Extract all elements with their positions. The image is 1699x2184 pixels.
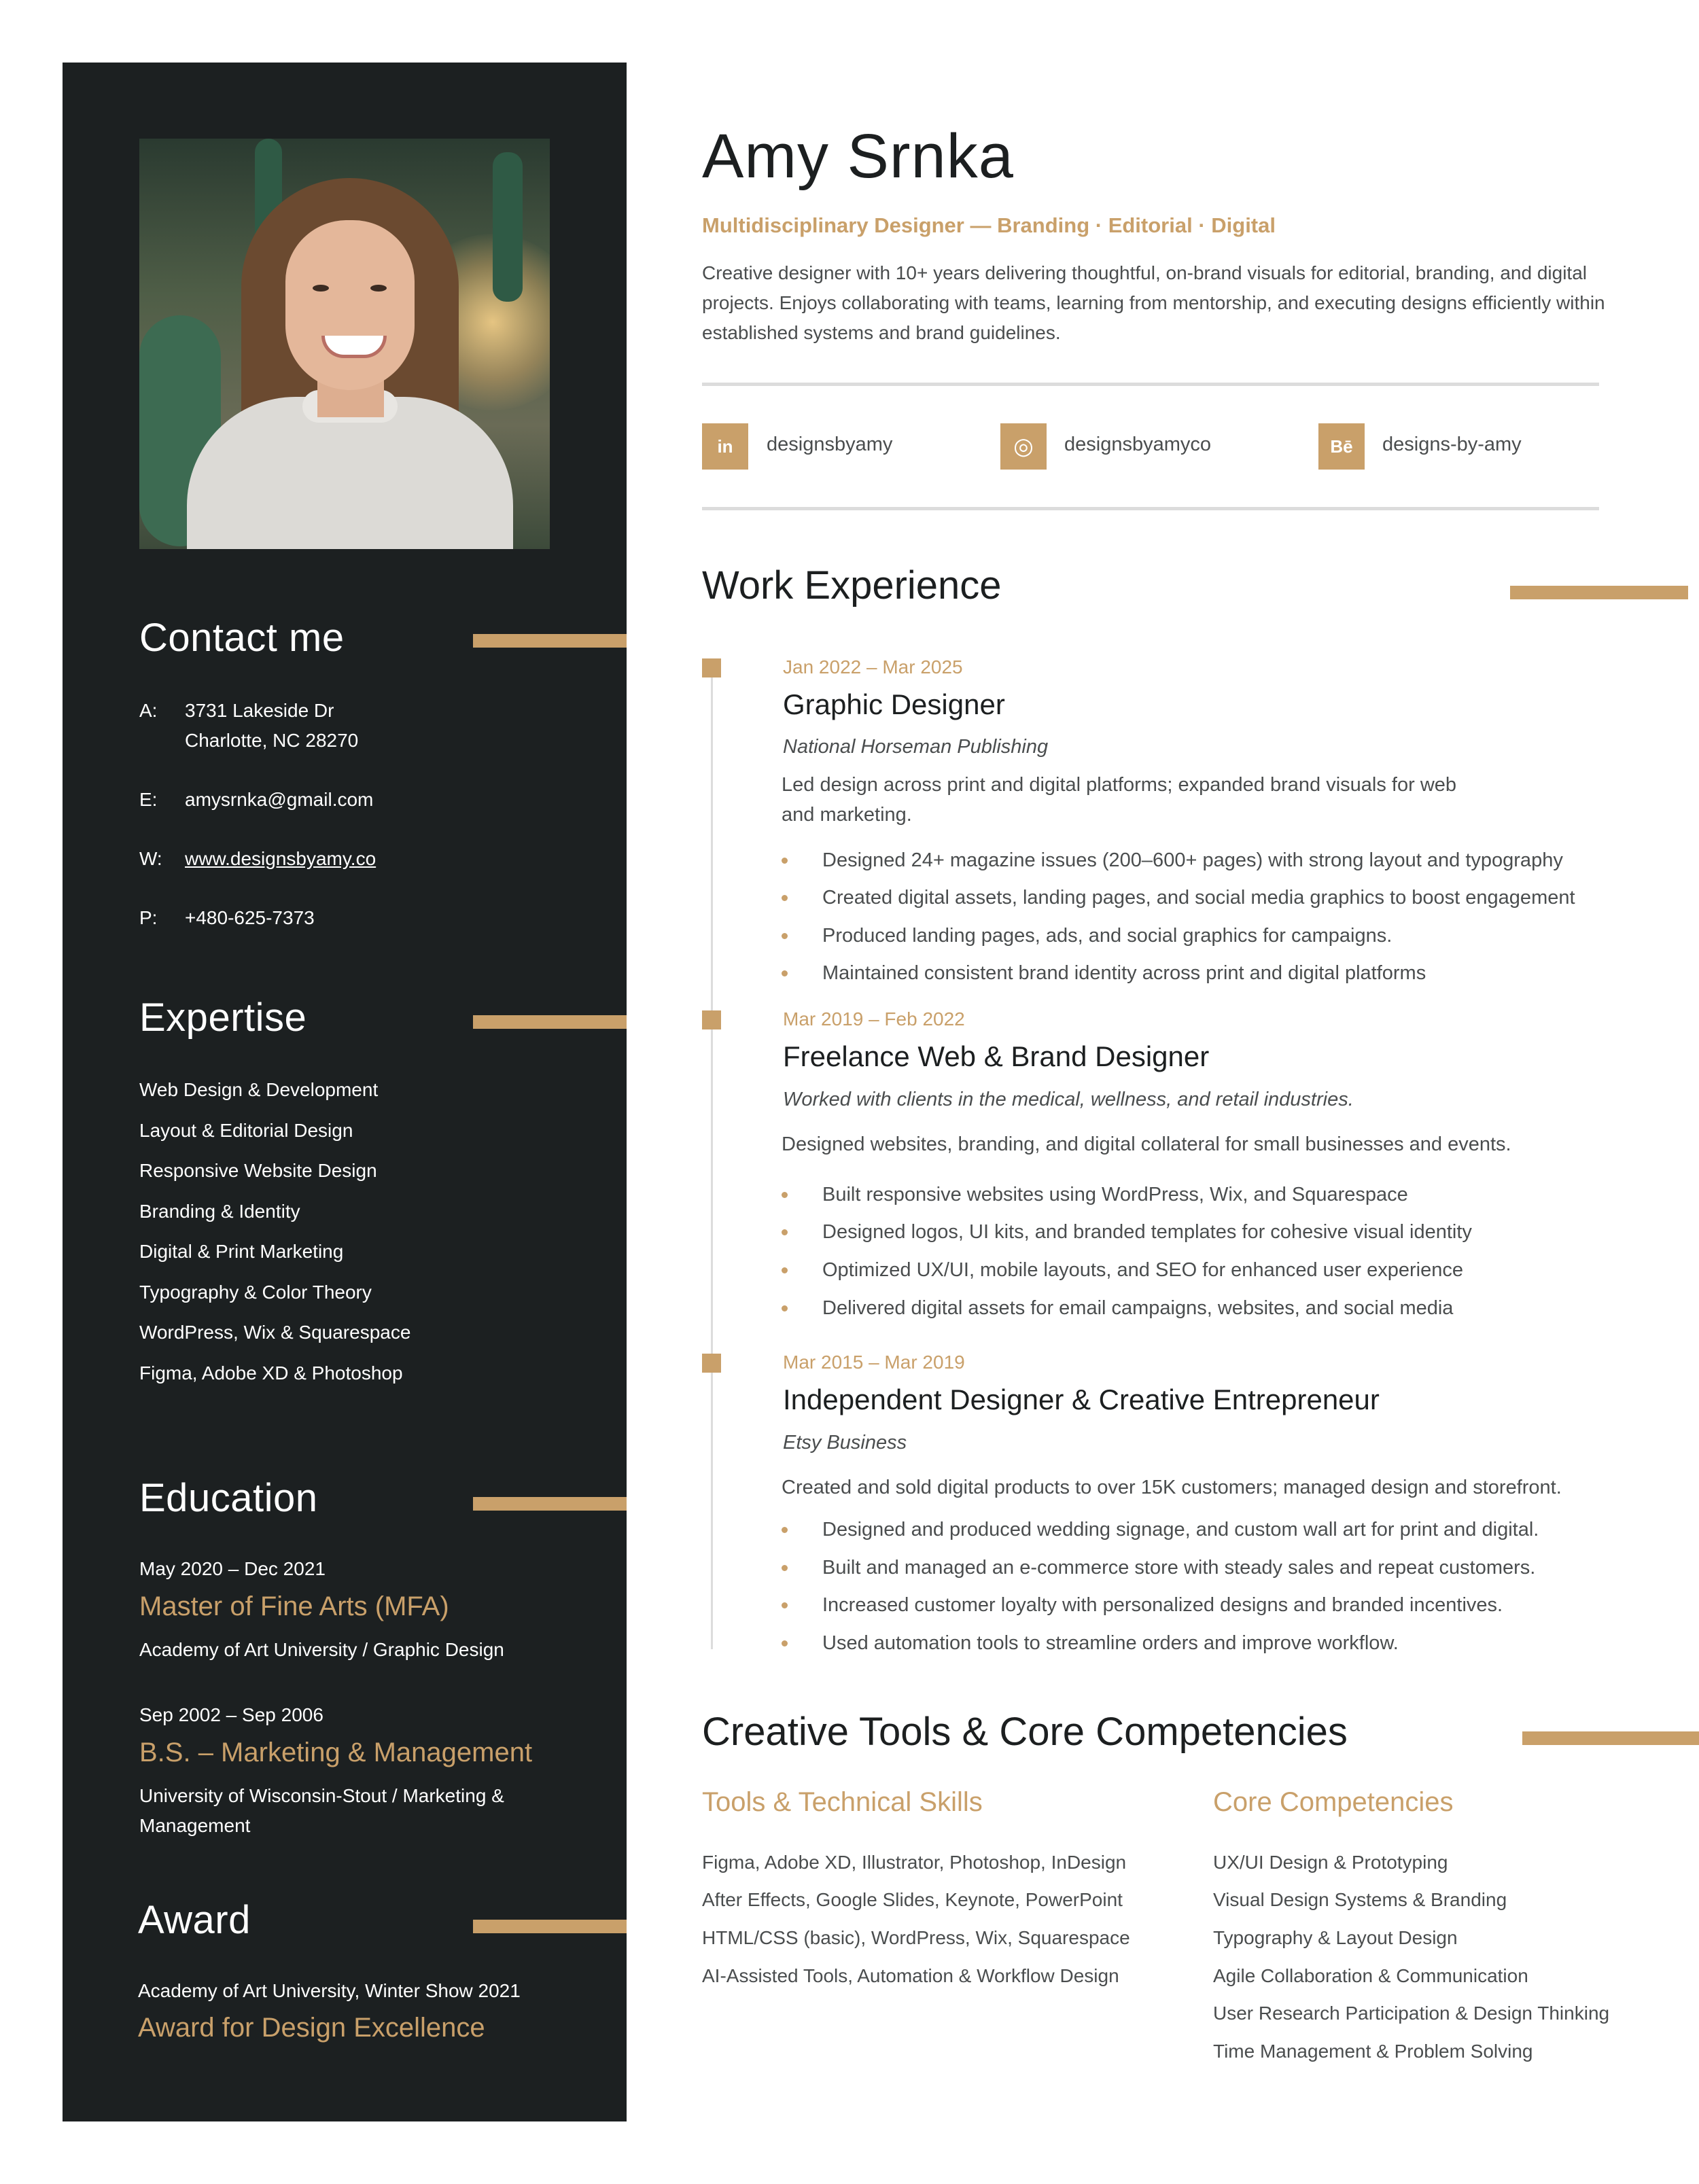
award-accent-bar — [473, 1920, 627, 1933]
expertise-item: Figma, Adobe XD & Photoshop — [139, 1362, 403, 1384]
technical-skill: HTML/CSS (basic), WordPress, Wix, Squarespace — [702, 1927, 1130, 1948]
education-school: Academy of Art University / Graphic Design — [139, 1639, 504, 1660]
address-key: A: — [139, 700, 158, 721]
job-company: Etsy Business — [783, 1432, 907, 1454]
education-school: University of Wisconsin-Stout / Marketing & Management — [139, 1785, 504, 1836]
contact-accent-bar — [473, 634, 627, 648]
education-accent-bar — [473, 1497, 627, 1511]
education-dates: May 2020 – Dec 2021 — [139, 1558, 326, 1579]
summary: Creative designer with 10+ years delivering thoughtful, on-brand visuals for editorial, branding, and digital projects. Enjoys collaborating with teams, learning from mentorship, and executing designs efficiently within established systems and brand guidelines. — [702, 262, 1605, 343]
instagram-handle[interactable]: designsbyamyco — [1064, 434, 1211, 455]
timeline-marker — [702, 1010, 721, 1029]
address-line1: 3731 Lakeside Dr — [185, 700, 334, 721]
expertise-heading: Expertise — [139, 996, 307, 1040]
award-title: Award for Design Excellence — [138, 2013, 485, 2043]
email-value: amysrnka@gmail.com — [185, 789, 374, 810]
job-description: Created and sold digital products to over 15K customers; managed design and storefront. — [782, 1477, 1562, 1498]
award-heading: Award — [138, 1898, 251, 1942]
job-title: Independent Designer & Creative Entrepreneur — [783, 1384, 1380, 1415]
expertise-item: Web Design & Development — [139, 1079, 379, 1100]
job-dates: Mar 2015 – Mar 2019 — [783, 1352, 965, 1373]
tools-accent-bar — [1522, 1731, 1699, 1745]
linkedin-icon[interactable]: in — [702, 423, 748, 470]
core-competency: Time Management & Problem Solving — [1213, 2041, 1533, 2062]
job-title: Freelance Web & Brand Designer — [783, 1040, 1210, 1072]
divider-top — [702, 383, 1599, 386]
job-dates: Mar 2019 – Feb 2022 — [783, 1008, 965, 1029]
core-competencies-heading: Core Competencies — [1213, 1787, 1454, 1817]
tools-heading: Creative Tools & Core Competencies — [702, 1710, 1348, 1754]
expertise-item: Digital & Print Marketing — [139, 1241, 344, 1262]
core-competency: UX/UI Design & Prototyping — [1213, 1852, 1448, 1873]
website-key: W: — [139, 848, 162, 869]
phone-value: +480-625-7373 — [185, 907, 315, 928]
contact-heading: Contact me — [139, 616, 345, 660]
job-dates: Jan 2022 – Mar 2025 — [783, 656, 963, 677]
expertise-item: WordPress, Wix & Squarespace — [139, 1322, 411, 1343]
education-heading: Education — [139, 1476, 318, 1520]
technical-skill: Figma, Adobe XD, Illustrator, Photoshop, InDesign — [702, 1852, 1127, 1873]
expertise-accent-bar — [473, 1015, 627, 1029]
linkedin-handle[interactable]: designsbyamy — [767, 434, 893, 455]
expertise-item: Layout & Editorial Design — [139, 1120, 353, 1141]
candidate-name: Amy Srnka — [702, 122, 1014, 191]
behance-icon[interactable]: Bē — [1318, 423, 1365, 470]
timeline-marker — [702, 658, 721, 677]
address-line2: Charlotte, NC 28270 — [185, 730, 359, 751]
core-competency: Agile Collaboration & Communication — [1213, 1965, 1528, 1986]
education-degree: B.S. – Marketing & Management — [139, 1738, 533, 1767]
job-description: Designed websites, branding, and digital collateral for small businesses and events. — [782, 1133, 1511, 1155]
technical-skill: AI-Assisted Tools, Automation & Workflow Design — [702, 1965, 1119, 1986]
divider-bottom — [702, 507, 1599, 510]
job-title: Graphic Designer — [783, 688, 1005, 720]
education-dates: Sep 2002 – Sep 2006 — [139, 1704, 323, 1725]
work-experience-heading: Work Experience — [702, 563, 1002, 607]
core-competency: Visual Design Systems & Branding — [1213, 1889, 1507, 1910]
job-description: Led design across print and digital platforms; expanded brand visuals for web and marketing. — [782, 774, 1457, 826]
job-company: Worked with clients in the medical, wellness, and retail industries. — [783, 1089, 1354, 1110]
phone-key: P: — [139, 907, 158, 928]
tagline: Multidisciplinary Designer — Branding · Editorial · Digital — [702, 213, 1276, 237]
instagram-icon[interactable]: ◎ — [1000, 423, 1047, 470]
email-key: E: — [139, 789, 158, 810]
education-degree: Master of Fine Arts (MFA) — [139, 1591, 449, 1621]
technical-skills-heading: Tools & Technical Skills — [702, 1787, 983, 1817]
job-company: National Horseman Publishing — [783, 736, 1049, 758]
expertise-item: Branding & Identity — [139, 1201, 300, 1222]
profile-photo — [139, 139, 550, 549]
core-competency: User Research Participation & Design Thinking — [1213, 2003, 1610, 2024]
award-source: Academy of Art University, Winter Show 2021 — [138, 1980, 521, 2001]
expertise-item: Typography & Color Theory — [139, 1282, 372, 1303]
work-accent-bar — [1510, 586, 1688, 599]
timeline-line — [711, 669, 713, 1649]
website-link[interactable]: www.designsbyamy.co — [185, 848, 376, 869]
core-competency: Typography & Layout Design — [1213, 1927, 1458, 1948]
behance-handle[interactable]: designs-by-amy — [1382, 434, 1522, 455]
technical-skill: After Effects, Google Slides, Keynote, PowerPoint — [702, 1889, 1123, 1910]
timeline-marker — [702, 1354, 721, 1373]
expertise-item: Responsive Website Design — [139, 1160, 377, 1181]
